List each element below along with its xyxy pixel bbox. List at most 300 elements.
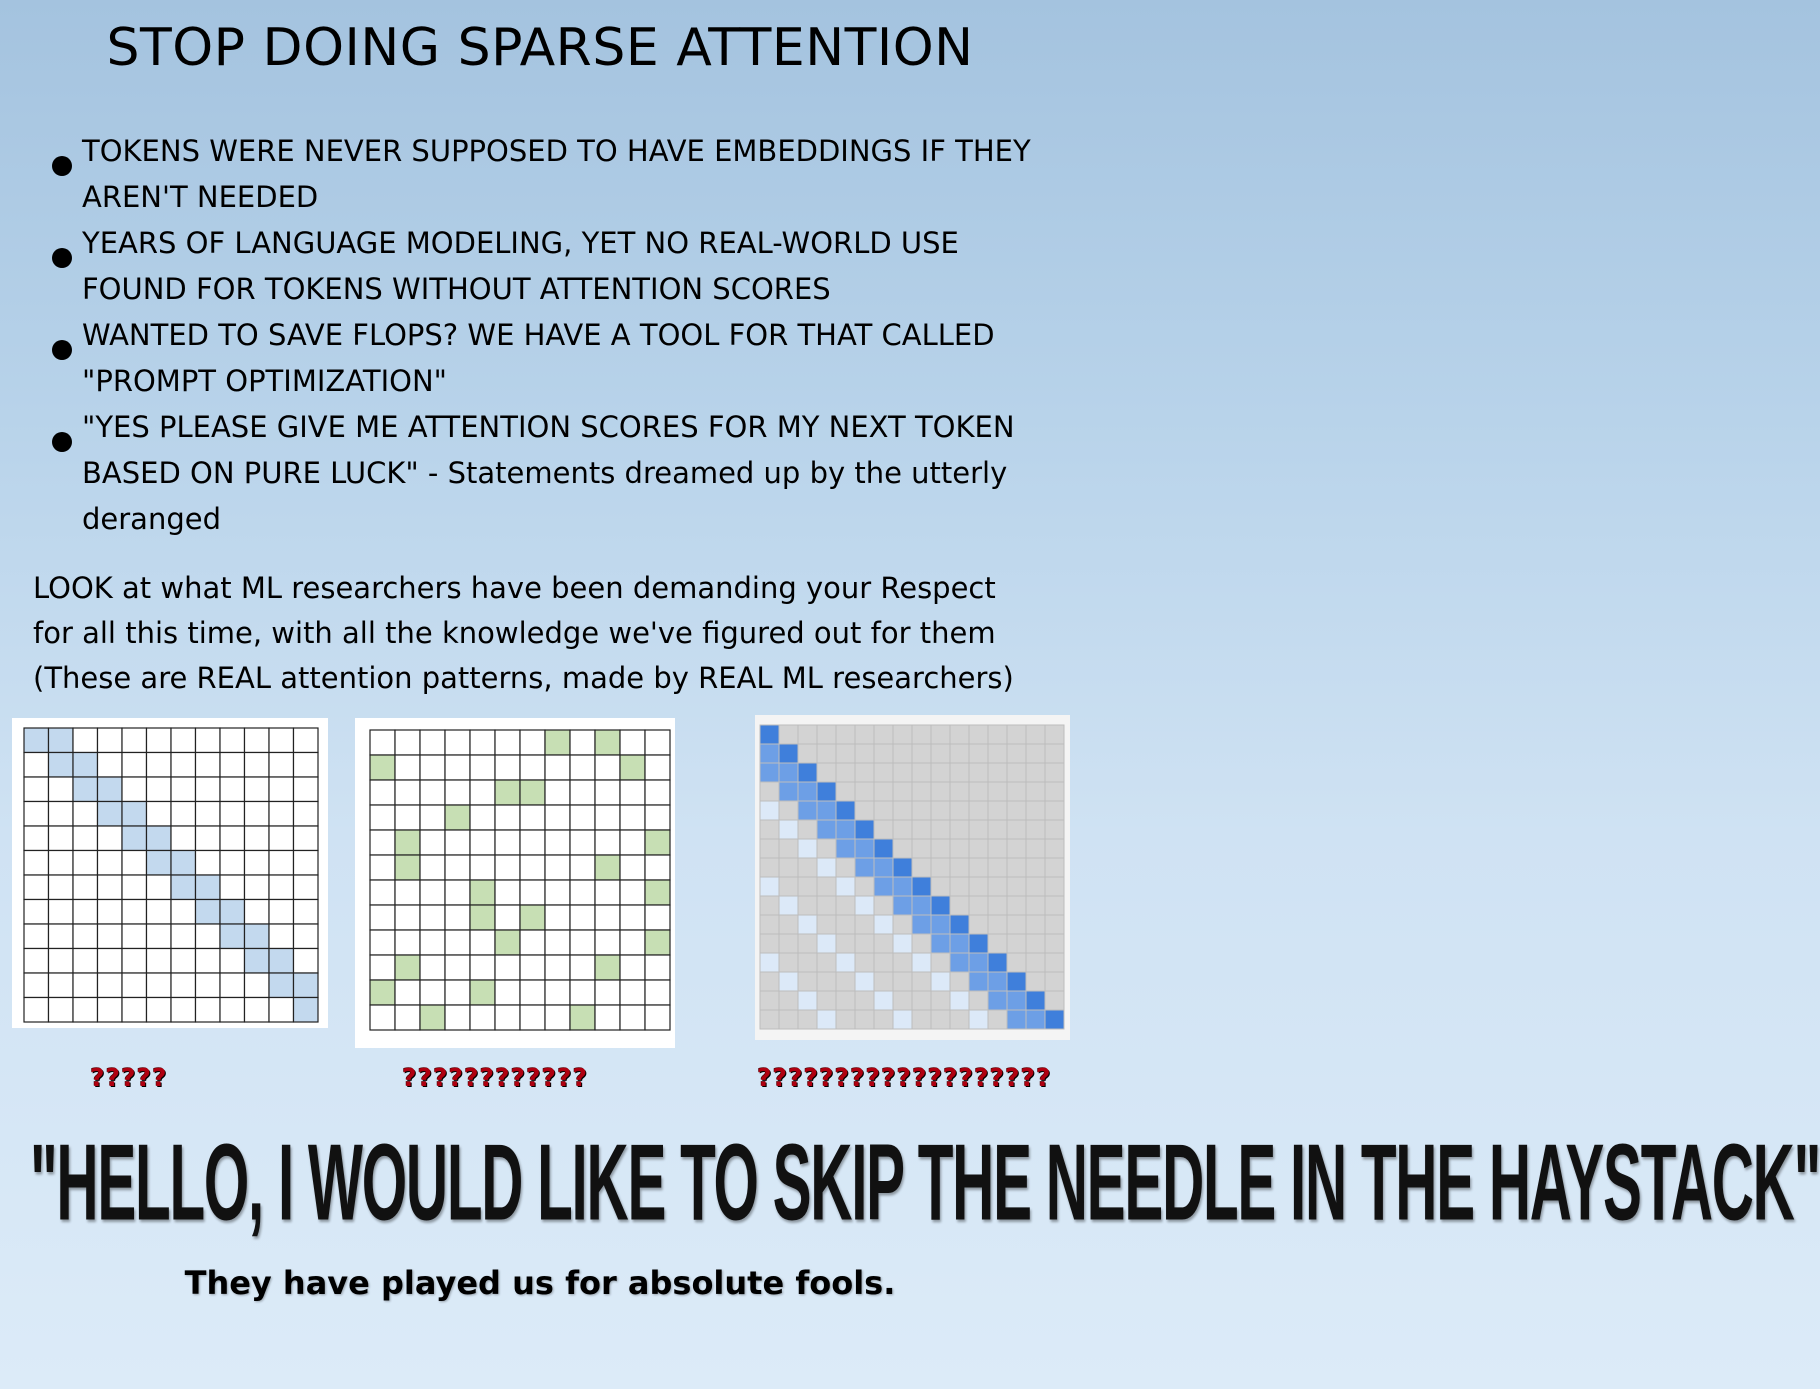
attended-cell [969, 953, 988, 972]
attended-cell [520, 905, 545, 930]
grid-cell [470, 955, 495, 980]
grid-cell [1045, 782, 1064, 801]
grid-cell [760, 934, 779, 953]
grid-cell [950, 744, 969, 763]
grid-cell [1045, 991, 1064, 1010]
grid-cell [294, 802, 319, 827]
grid-cell [950, 839, 969, 858]
grid-cell [855, 801, 874, 820]
grid-cell [395, 780, 420, 805]
grid-cell [760, 782, 779, 801]
grid-cell [196, 753, 221, 778]
grid-cell [445, 830, 470, 855]
attended-cell [1026, 1010, 1045, 1029]
attended-cell [798, 801, 817, 820]
grid-cell [912, 801, 931, 820]
grid-cell [49, 973, 74, 998]
grid-cell [24, 875, 49, 900]
grid-cell [760, 820, 779, 839]
grid-cell [147, 924, 172, 949]
grid-cell [912, 725, 931, 744]
grid-cell [760, 991, 779, 1010]
bullet-line: AREN'T NEEDED [82, 180, 319, 214]
attended-cell [245, 924, 270, 949]
grid-cell [893, 763, 912, 782]
attended-cell [874, 915, 893, 934]
grid-cell [294, 900, 319, 925]
grid-cell [49, 949, 74, 974]
grid-cell [245, 851, 270, 876]
grid-cell [1007, 877, 1026, 896]
attended-cell [836, 820, 855, 839]
grid-cell [220, 777, 245, 802]
bullet-line: TOKENS WERE NEVER SUPPOSED TO HAVE EMBEDDINGS IF THEY [82, 134, 1031, 168]
grid-cell [874, 763, 893, 782]
grid-cell [836, 725, 855, 744]
grid-cell [445, 905, 470, 930]
grid-cell [570, 880, 595, 905]
attended-cell [420, 1005, 445, 1030]
grid-cell [520, 880, 545, 905]
attended-cell [645, 830, 670, 855]
grid-cell [1045, 744, 1064, 763]
grid-cell [370, 855, 395, 880]
grid-cell [49, 826, 74, 851]
grid-cell [220, 851, 245, 876]
attended-cell [620, 755, 645, 780]
grid-cell [893, 991, 912, 1010]
grid-cell [445, 755, 470, 780]
grid-cell [893, 725, 912, 744]
grid-cell [545, 905, 570, 930]
grid-cell [779, 839, 798, 858]
grid-cell [779, 1010, 798, 1029]
grid-cell [931, 858, 950, 877]
attended-cell [171, 851, 196, 876]
grid-cell [24, 826, 49, 851]
grid-cell [245, 900, 270, 925]
grid-cell [645, 780, 670, 805]
grid-cell [595, 830, 620, 855]
grid-cell [931, 991, 950, 1010]
grid-cell [420, 980, 445, 1005]
grid-cell [49, 924, 74, 949]
grid-cell [294, 777, 319, 802]
grid-cell [798, 896, 817, 915]
grid-cell [420, 955, 445, 980]
grid-cell [645, 855, 670, 880]
grid-cell [595, 905, 620, 930]
grid-cell [969, 744, 988, 763]
grid-cell [73, 728, 98, 753]
grid-cell [798, 1010, 817, 1029]
grid-cell [969, 877, 988, 896]
grid-cell [545, 980, 570, 1005]
grid-cell [269, 753, 294, 778]
attended-cell [912, 915, 931, 934]
grid-cell [445, 930, 470, 955]
grid-cell [196, 728, 221, 753]
attended-cell [855, 858, 874, 877]
grid-cell [817, 991, 836, 1010]
grid-cell [855, 725, 874, 744]
attended-cell [370, 980, 395, 1005]
grid-cell [855, 991, 874, 1010]
grid-cell [73, 851, 98, 876]
grid-cell [1007, 839, 1026, 858]
attended-cell [874, 877, 893, 896]
grid-cell [950, 801, 969, 820]
grid-cell [893, 972, 912, 991]
grid-cell [171, 753, 196, 778]
grid-cell [620, 980, 645, 1005]
attended-cell [817, 934, 836, 953]
grid-cell [495, 755, 520, 780]
attended-cell [969, 1010, 988, 1029]
grid-cell [817, 896, 836, 915]
grid-cell [420, 755, 445, 780]
grid-cell [445, 955, 470, 980]
bullet-dot-icon [52, 340, 72, 360]
grid-cell [245, 777, 270, 802]
banded-attention-grid [12, 718, 328, 1028]
grid-cell [370, 930, 395, 955]
grid-cell [147, 949, 172, 974]
grid-cell [760, 915, 779, 934]
grid-cell [817, 725, 836, 744]
grid-cell [760, 896, 779, 915]
attended-cell [645, 930, 670, 955]
grid-cell [171, 802, 196, 827]
grid-cell [855, 744, 874, 763]
question-marks-1: ????? [90, 1063, 168, 1092]
grid-cell [420, 780, 445, 805]
strided-attention-pattern [755, 715, 1070, 1040]
grid-cell [294, 875, 319, 900]
grid-cell [595, 805, 620, 830]
attended-cell [171, 875, 196, 900]
grid-cell [969, 858, 988, 877]
grid-cell [220, 998, 245, 1023]
grid-cell [495, 880, 520, 905]
grid-cell [931, 782, 950, 801]
grid-cell [220, 802, 245, 827]
grid-cell [620, 955, 645, 980]
grid-cell [147, 753, 172, 778]
grid-cell [1026, 839, 1045, 858]
attended-cell [893, 1010, 912, 1029]
grid-cell [24, 973, 49, 998]
grid-cell [779, 858, 798, 877]
attended-cell [24, 728, 49, 753]
grid-cell [950, 896, 969, 915]
attended-cell [893, 877, 912, 896]
grid-cell [445, 880, 470, 905]
grid-cell [969, 896, 988, 915]
grid-cell [855, 934, 874, 953]
attended-cell [817, 1010, 836, 1029]
grid-cell [495, 730, 520, 755]
bullet-line: BASED ON PURE LUCK" - Statements dreamed up by the utterly [82, 456, 1008, 490]
attended-cell [73, 777, 98, 802]
attended-cell [988, 953, 1007, 972]
grid-cell [245, 998, 270, 1023]
grid-cell [545, 880, 570, 905]
attended-cell [874, 991, 893, 1010]
grid-cell [1026, 877, 1045, 896]
grid-cell [269, 900, 294, 925]
grid-cell [950, 820, 969, 839]
grid-cell [196, 998, 221, 1023]
attended-cell [269, 973, 294, 998]
grid-cell [1045, 839, 1064, 858]
grid-cell [420, 855, 445, 880]
grid-cell [645, 1005, 670, 1030]
grid-cell [798, 744, 817, 763]
grid-cell [269, 875, 294, 900]
attended-cell [220, 900, 245, 925]
grid-cell [545, 1005, 570, 1030]
grid-cell [520, 805, 545, 830]
grid-cell [912, 858, 931, 877]
grid-cell [912, 934, 931, 953]
grid-cell [520, 1005, 545, 1030]
grid-cell [122, 777, 147, 802]
grid-cell [950, 782, 969, 801]
grid-cell [874, 972, 893, 991]
grid-cell [520, 955, 545, 980]
attended-cell [931, 915, 950, 934]
grid-cell [171, 949, 196, 974]
bullet-item [50, 128, 1070, 220]
attended-cell [196, 900, 221, 925]
bullet-dot-icon [52, 156, 72, 176]
grid-cell [874, 801, 893, 820]
grid-cell [470, 780, 495, 805]
grid-cell [874, 1010, 893, 1029]
closing-line: They have played us for absolute fools. [184, 1264, 896, 1302]
grid-cell [760, 839, 779, 858]
grid-cell [1026, 934, 1045, 953]
grid-cell [950, 763, 969, 782]
grid-cell [874, 782, 893, 801]
grid-cell [220, 875, 245, 900]
attended-cell [470, 880, 495, 905]
grid-cell [122, 924, 147, 949]
grid-cell [73, 875, 98, 900]
grid-cell [73, 949, 98, 974]
grid-cell [294, 924, 319, 949]
paragraph-line: for all this time, with all the knowledge we've figured out for them [33, 616, 996, 650]
grid-cell [147, 875, 172, 900]
attended-cell [760, 744, 779, 763]
attended-cell [98, 802, 123, 827]
attended-cell [245, 949, 270, 974]
attended-cell [370, 755, 395, 780]
attended-cell [931, 972, 950, 991]
grid-cell [395, 730, 420, 755]
grid-cell [24, 802, 49, 827]
grid-cell [912, 782, 931, 801]
attended-cell [760, 725, 779, 744]
grid-cell [147, 777, 172, 802]
grid-cell [570, 855, 595, 880]
grid-cell [931, 820, 950, 839]
grid-cell [98, 998, 123, 1023]
grid-cell [817, 877, 836, 896]
grid-cell [49, 851, 74, 876]
bullet-list [50, 128, 1070, 542]
grid-cell [445, 1005, 470, 1030]
attended-cell [931, 896, 950, 915]
grid-cell [988, 877, 1007, 896]
attended-cell [49, 728, 74, 753]
bullet-line: YEARS OF LANGUAGE MODELING, YET NO REAL-WORLD USE [82, 226, 959, 260]
grid-cell [912, 991, 931, 1010]
grid-cell [122, 753, 147, 778]
bullet-line: "YES PLEASE GIVE ME ATTENTION SCORES FOR MY NEXT TOKEN [82, 410, 1015, 444]
grid-cell [988, 763, 1007, 782]
grid-cell [445, 855, 470, 880]
grid-cell [245, 753, 270, 778]
grid-cell [420, 880, 445, 905]
grid-cell [760, 972, 779, 991]
question-marks-3: ??????????????????? [757, 1063, 1052, 1092]
attended-cell [122, 802, 147, 827]
grid-cell [912, 763, 931, 782]
grid-cell [988, 782, 1007, 801]
grid-cell [1007, 915, 1026, 934]
grid-cell [196, 924, 221, 949]
attended-cell [950, 953, 969, 972]
grid-cell [595, 780, 620, 805]
attended-cell [855, 839, 874, 858]
grid-cell [370, 880, 395, 905]
grid-cell [1007, 725, 1026, 744]
grid-cell [620, 1005, 645, 1030]
grid-cell [24, 777, 49, 802]
grid-cell [49, 802, 74, 827]
grid-cell [950, 725, 969, 744]
attended-cell [779, 972, 798, 991]
grid-cell [73, 924, 98, 949]
attended-cell [798, 763, 817, 782]
grid-cell [620, 780, 645, 805]
grid-cell [817, 972, 836, 991]
grid-cell [620, 880, 645, 905]
grid-cell [269, 802, 294, 827]
grid-cell [470, 830, 495, 855]
attended-cell [1026, 991, 1045, 1010]
grid-cell [969, 725, 988, 744]
attended-cell [760, 763, 779, 782]
grid-cell [931, 801, 950, 820]
strided-attention-grid [755, 715, 1070, 1040]
grid-cell [836, 858, 855, 877]
attended-cell [395, 955, 420, 980]
grid-cell [779, 877, 798, 896]
grid-cell [1045, 972, 1064, 991]
page-title: STOP DOING SPARSE ATTENTION [106, 18, 974, 78]
grid-cell [445, 980, 470, 1005]
grid-cell [855, 953, 874, 972]
attended-cell [595, 855, 620, 880]
grid-cell [570, 805, 595, 830]
grid-cell [595, 1005, 620, 1030]
attended-cell [495, 930, 520, 955]
grid-cell [595, 755, 620, 780]
big-quote [30, 1118, 1820, 1244]
bullet-dot-icon [52, 432, 72, 452]
grid-cell [950, 858, 969, 877]
attended-cell [760, 953, 779, 972]
grid-cell [931, 725, 950, 744]
grid-cell [988, 839, 1007, 858]
attended-cell [988, 991, 1007, 1010]
grid-cell [220, 949, 245, 974]
grid-cell [836, 915, 855, 934]
attended-cell [798, 915, 817, 934]
grid-cell [73, 802, 98, 827]
grid-cell [1007, 801, 1026, 820]
grid-cell [294, 851, 319, 876]
attended-cell [395, 830, 420, 855]
grid-cell [1045, 915, 1064, 934]
attended-cell [836, 839, 855, 858]
grid-cell [988, 820, 1007, 839]
grid-cell [245, 973, 270, 998]
grid-cell [196, 777, 221, 802]
grid-cell [171, 728, 196, 753]
grid-cell [495, 955, 520, 980]
attended-cell [395, 855, 420, 880]
grid-cell [245, 802, 270, 827]
attended-cell [570, 1005, 595, 1030]
attended-cell [1007, 972, 1026, 991]
grid-cell [1007, 744, 1026, 763]
attended-cell [779, 820, 798, 839]
attended-cell [817, 782, 836, 801]
grid-cell [988, 725, 1007, 744]
grid-cell [171, 973, 196, 998]
grid-cell [950, 877, 969, 896]
grid-cell [969, 782, 988, 801]
grid-cell [645, 755, 670, 780]
grid-cell [1026, 915, 1045, 934]
grid-cell [122, 728, 147, 753]
grid-cell [1026, 972, 1045, 991]
grid-cell [196, 802, 221, 827]
grid-cell [912, 972, 931, 991]
grid-cell [49, 900, 74, 925]
grid-cell [445, 730, 470, 755]
grid-cell [620, 830, 645, 855]
grid-cell [269, 851, 294, 876]
grid-cell [645, 980, 670, 1005]
grid-cell [855, 877, 874, 896]
attended-cell [817, 820, 836, 839]
grid-cell [1045, 953, 1064, 972]
grid-cell [520, 830, 545, 855]
question-marks-2: ???????????? [402, 1063, 589, 1092]
grid-cell [73, 900, 98, 925]
grid-cell [24, 949, 49, 974]
grid-cell [817, 915, 836, 934]
attended-cell [760, 877, 779, 896]
grid-cell [269, 728, 294, 753]
grid-cell [495, 805, 520, 830]
bullet-item [50, 404, 1070, 542]
